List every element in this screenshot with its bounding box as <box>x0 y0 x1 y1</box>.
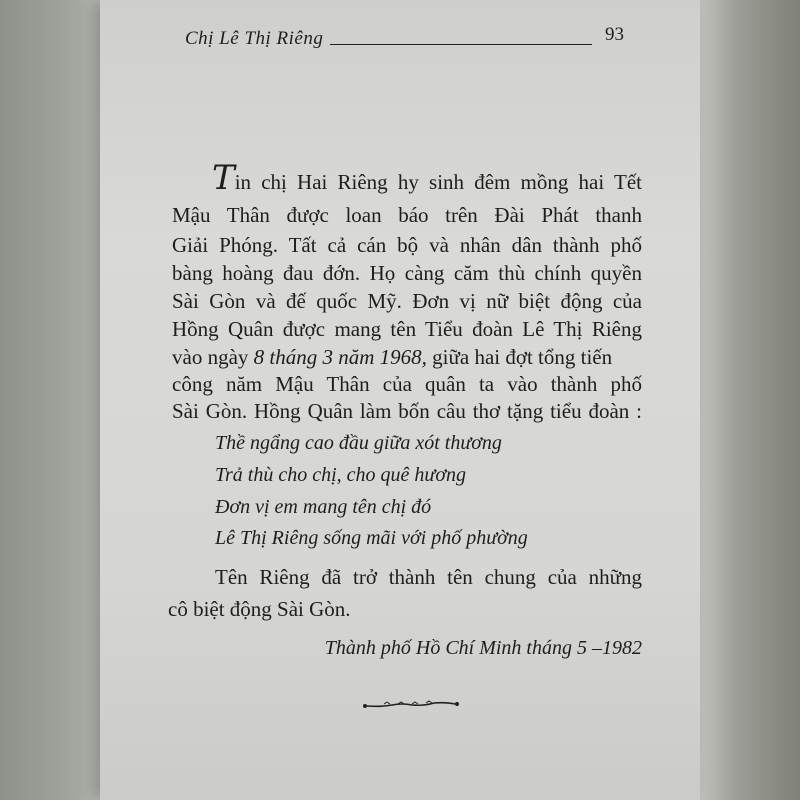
date-italic: 8 tháng 3 năm 1968, <box>253 345 427 369</box>
paragraph-line <box>172 158 642 198</box>
paragraph-line: Sài Gòn. Hồng Quân làm bốn câu thơ tặng tiểu đoàn : <box>172 399 642 423</box>
ornament-divider-icon <box>362 700 460 710</box>
paragraph-line: cô biệt động Sài Gòn. <box>168 597 351 621</box>
poem-line: Trả thù cho chị, cho quê hương <box>215 464 467 486</box>
paragraph-line: bàng hoàng đau đớn. Họ càng căm thù chính quyền <box>172 261 642 285</box>
header-rule <box>330 44 592 45</box>
paragraph-line <box>172 345 642 370</box>
book-page <box>100 0 700 800</box>
paragraph-line: công năm Mậu Thân của quân ta vào thành phố <box>172 372 642 396</box>
poem-line: Thề ngẩng cao đầu giữa xót thương <box>215 432 502 454</box>
paragraph-line: Mậu Thân được loan báo trên Đài Phát thanh <box>172 203 642 227</box>
page-number: 93 <box>605 24 624 45</box>
paragraph-line: Hồng Quân được mang tên Tiểu đoàn Lê Thị Riêng <box>172 317 642 341</box>
running-title: Chị Lê Thị Riêng <box>185 28 324 49</box>
paragraph-line: Sài Gòn và đế quốc Mỹ. Đơn vị nữ biệt động của <box>172 289 642 313</box>
line-text: vào ngày <box>172 345 254 369</box>
signature-place-date: Thành phố Hồ Chí Minh tháng 5 –1982 <box>324 637 642 659</box>
paragraph-line: Giải Phóng. Tất cả cán bộ và nhân dân thành phố <box>172 233 642 257</box>
drop-cap: T <box>212 158 235 198</box>
line-text: in chị Hai Riêng hy sinh đêm mồng hai Tết <box>234 170 642 194</box>
line-text: giữa hai đợt tổng tiến <box>426 345 613 369</box>
paragraph-line: Tên Riêng đã trở thành tên chung của những <box>215 565 642 589</box>
poem-line: Đơn vị em mang tên chị đó <box>215 496 432 518</box>
poem-line: Lê Thị Riêng sống mãi với phố phường <box>215 527 528 549</box>
